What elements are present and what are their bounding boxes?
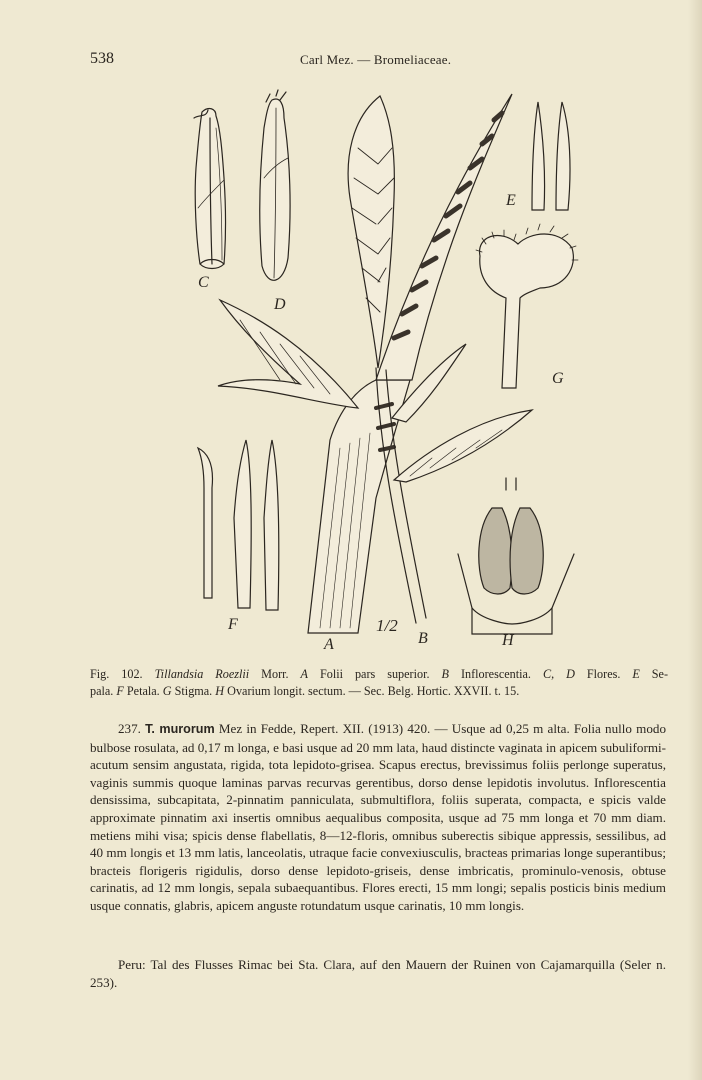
- figure-label-a: A: [324, 636, 334, 653]
- caption-label-f: F: [116, 684, 124, 698]
- caption-line-2: [90, 683, 668, 700]
- running-title: Carl Mez. — Bromeliaceae.: [300, 52, 452, 67]
- caption-line-1: [90, 666, 668, 683]
- page-number: 538: [90, 50, 114, 67]
- caption-text-f: Petala.: [126, 684, 160, 698]
- caption-text-a: Folii pars superior.: [319, 667, 430, 681]
- caption-label-g: G: [162, 684, 172, 698]
- tillandsia-drawing: [180, 88, 600, 658]
- entry-number: 237.: [118, 721, 141, 736]
- figure-label-h: H: [502, 632, 514, 649]
- figure-label-e: E: [506, 192, 516, 209]
- species-entry: [90, 720, 666, 915]
- figure-label-g: G: [552, 370, 564, 387]
- caption-author: Morr.: [261, 667, 289, 681]
- entry-description-text: Mez in Fedde, Repert. XII. (1913) 420. — Usque ad 0,25 m alta. Folia nullo modo bulbose rosulata, ad 0,17 m longa, e basi usque ad 20 mm lata, haud distincte vaginata in apicem subuliformi-acutum sensim angustata, rigida, tota lepidoto-grisea. Scapus erectus, brevissimus foliis perlonge superatus, vaginis summis quoque laminas parvas recurvas gerentibus, dorso dense lepidotis involutus. Inflorescentia densissima, subcapitata, 2-pinnatim panniculata, submultiflora, foliis superata, compacta, e spicis valde approximate pinnatim axi insertis omnibus aequalibus composita, usque ad 75 mm longa et 70 mm diam. metiens mihi visa; spicis dense flabellatis, 8—12-floris, omnibus suberectis sibique appressis, sessilibus, ad 40 mm longis et 13 mm latis, lanceolatis, utraque facie convexiusculis, bracteas primarias longe superantibus; bracteis florigeris rigidulis, dorso dense lepidoto-griseis, dense imbricatis, prominulo-venosis, obtuse carinatis, ad 12 mm longis, sepala subaequantibus. Flores erecti, 15 mm longi; sepalis posticis binis medium usque connatis, glabris, apicem anguste rotundatum usque carinatis, 10 mm longis.: [90, 721, 666, 913]
- locality-country: Peru:: [118, 957, 146, 972]
- caption-label-e: E: [632, 667, 640, 681]
- locality-text: Tal des Flusses Rimac bei Sta. Clara, auf den Mauern der Ruinen von Cajamarquilla (Seler n. 253).: [90, 957, 666, 990]
- stigma-g-drawing: [476, 224, 578, 388]
- page-edge-shadow: [688, 0, 702, 1080]
- figure-label-d: D: [274, 296, 286, 313]
- figure-label-b: B: [418, 630, 428, 647]
- locality-block: [90, 956, 666, 991]
- caption-label-h: H: [215, 684, 225, 698]
- figure-number: Fig. 102.: [90, 667, 143, 681]
- caption-label-b: B: [441, 667, 449, 681]
- species-name: Tillandsia Roezlii: [154, 667, 250, 681]
- caption-label-a: A: [300, 667, 308, 681]
- scale-label: 1/2: [376, 616, 398, 635]
- figure-label-f: F: [228, 616, 238, 633]
- running-head: [90, 50, 670, 72]
- caption-text-b: Inflorescentia.: [460, 667, 531, 681]
- side-spike-left-drawing: [218, 300, 358, 408]
- figure-label-c: C: [198, 274, 209, 291]
- species-description: [90, 720, 666, 915]
- caption-text-h: Ovarium longit. sectum. — Sec. Belg. Hortic. XXVII. t. 15.: [227, 684, 520, 698]
- caption-text-g: Stigma.: [174, 684, 213, 698]
- locality-paragraph: [90, 956, 666, 991]
- petals-f-drawing: [198, 440, 279, 610]
- flower-c-drawing: [194, 109, 226, 269]
- entry-species-name: T. murorum: [145, 722, 215, 736]
- botanical-illustration: [180, 88, 600, 658]
- caption-text-sepala: pala.: [90, 684, 114, 698]
- flower-d-drawing: [260, 90, 290, 280]
- figure-caption: [90, 666, 668, 700]
- caption-text-cd: Flores.: [586, 667, 621, 681]
- caption-label-cd: C, D: [542, 667, 575, 681]
- ovary-h-drawing: [458, 478, 574, 634]
- sepals-e-drawing: [532, 102, 570, 210]
- caption-text-e: Se-: [651, 667, 668, 681]
